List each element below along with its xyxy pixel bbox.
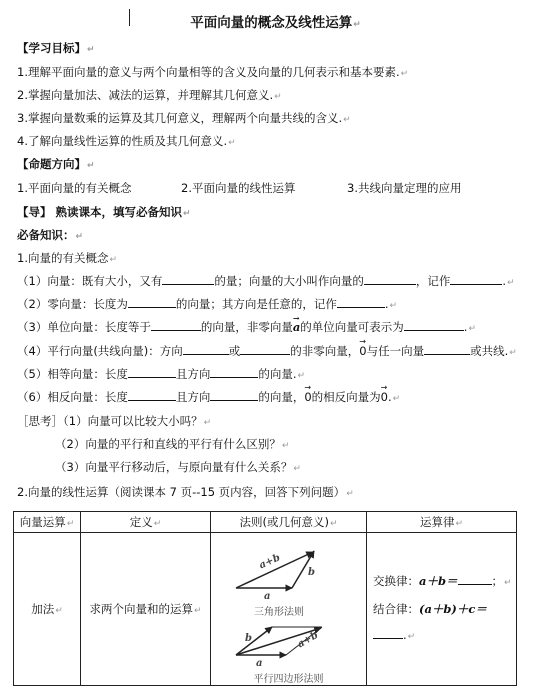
table-header-cell: 定义↵	[81, 512, 211, 533]
vector-label: a+b	[257, 552, 282, 572]
knowledge-heading: 必备知识：↵	[17, 228, 84, 242]
triangle-rule-label: 三角形法则	[253, 607, 304, 618]
table-header-cell: 法则(或几何意义)↵	[211, 512, 367, 533]
vector-label: a	[255, 658, 262, 669]
op-cell: 加法↵	[14, 533, 81, 686]
concept-vector: （1）向量：既有大小，又有 的量；向量的大小叫作向量的 ，记作 .↵	[17, 274, 515, 288]
associative-law: 结合律：(a＋b)＋c＝.↵	[373, 602, 487, 642]
table-row	[14, 533, 517, 686]
parallelogram-rule-diagram	[236, 627, 322, 669]
linear-operations-table	[13, 511, 517, 686]
law-cell	[367, 533, 517, 686]
goals-heading: 【学习目标】↵	[17, 41, 95, 55]
think-question: （3）向量平行移动后，与原向量有什么关系？↵	[55, 460, 301, 474]
vector-label: b	[307, 567, 315, 578]
think-question: （2）向量的平行和直线的平行有什么区别？↵	[55, 437, 290, 451]
concept-unit-vector: （3）单位向量：长度等于 的向量，非零向量→ a的单位向量可表示为 .↵	[17, 319, 476, 337]
direction-item: 1.平面向量的有关概念	[17, 181, 132, 195]
guide-heading: 【导】 熟读课本，填写必备知识↵	[17, 205, 191, 219]
direction-item: 2.平面向量的线性运算	[181, 181, 296, 195]
concept-opposite-vector: （6）相反向量：长度 且方向 的向量，→ 0的相反向量为→ 0.↵	[17, 389, 400, 407]
direction-list	[17, 180, 462, 196]
definition-cell: 求两个向量和的运算↵	[81, 533, 211, 686]
concept-equal-vector: （5）相等向量：长度 且方向 的向量.↵	[17, 367, 306, 381]
goal-item: 1.理解平面向量的意义与两个向量相等的含义及向量的几何表示和基本要素.↵	[17, 65, 409, 79]
think-question: ［思考］（1）向量可以比较大小吗？↵	[17, 414, 212, 428]
vector-label: b	[244, 633, 252, 644]
table-header-cell: 运算律↵	[367, 512, 517, 533]
triangle-rule-diagram	[236, 551, 315, 618]
concept-zero-vector: （2）零向量：长度为 的向量；其方向是任意的，记作 .↵	[17, 297, 398, 311]
vector-rule-diagrams	[214, 533, 364, 673]
table-header-cell: 向量运算↵	[14, 512, 81, 533]
table-header-row	[14, 512, 517, 533]
vector-label: a	[263, 591, 270, 602]
rule-cell	[211, 533, 367, 686]
concept-parallel-vector: （4）平行向量(共线向量)：方向 或 的非零向量，→ 0与任一向量 或共线.↵	[17, 343, 517, 361]
ops-title: 2.向量的线性运算（阅读课本 7 页--15 页内容，回答下列问题）↵	[17, 485, 354, 499]
commutative-law: 交换律：a＋b＝ ；↵	[373, 574, 512, 588]
goal-item: 2.掌握向量加法、减法的运算，并理解其几何意义.↵	[17, 88, 282, 102]
page-title: 平面向量的概念及线性运算↵	[190, 15, 361, 31]
goal-item: 3.掌握向量数乘的运算及其几何意义，理解两个向量共线的含义.↵	[17, 111, 351, 125]
goal-item: 4.了解向量线性运算的性质及其几何意义.↵	[17, 134, 236, 148]
vector-label: a+b	[295, 629, 320, 651]
concepts-title: 1.向量的有关概念↵	[17, 251, 118, 265]
parallelogram-rule-label: 平行四边形法则	[253, 674, 324, 685]
direction-heading: 【命题方向】↵	[17, 157, 95, 171]
direction-item: 3.共线向量定理的应用	[347, 181, 462, 195]
